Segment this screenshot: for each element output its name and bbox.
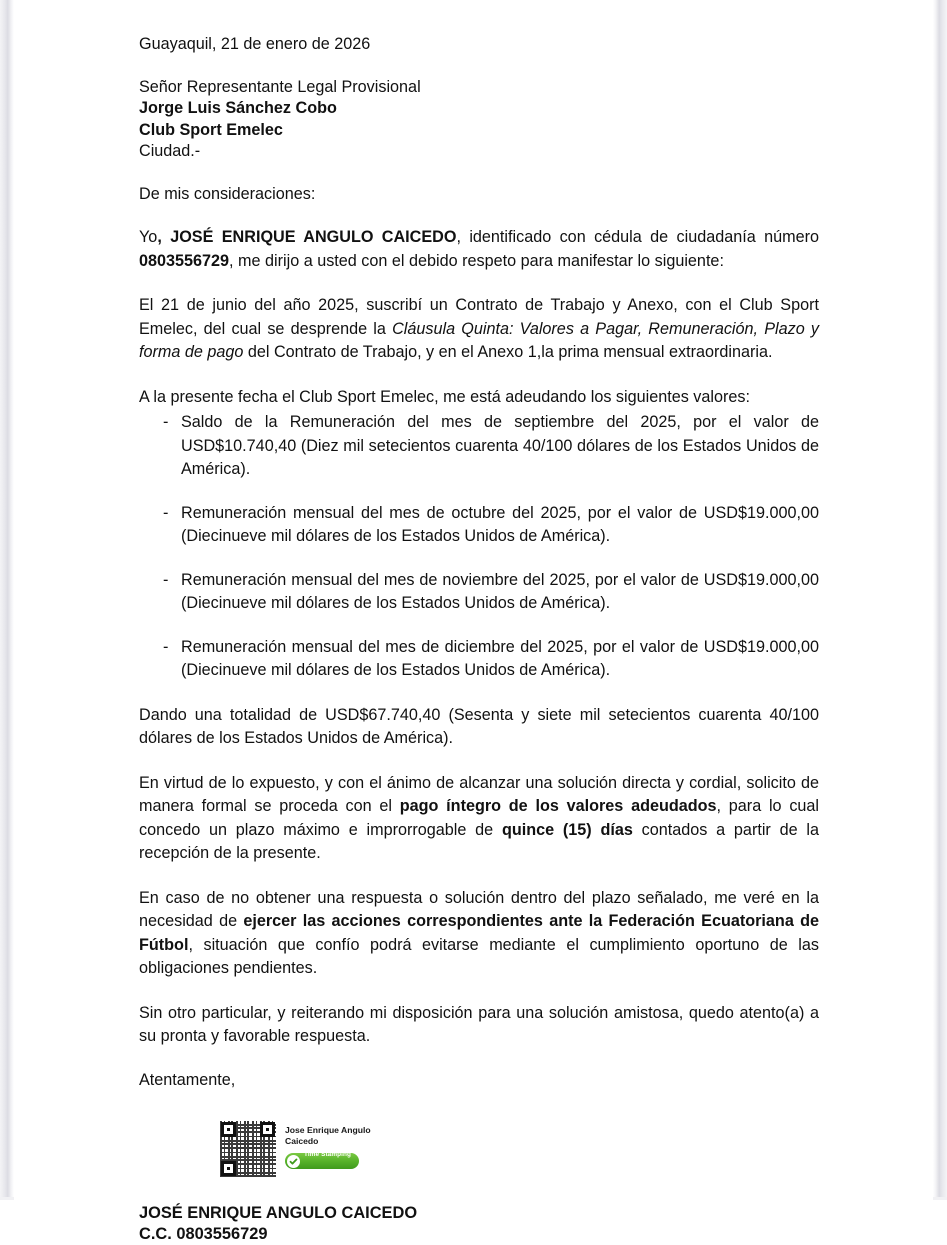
signer-id-number: C.C. 0803556729 (139, 1225, 268, 1243)
page-edge-right-shadow (933, 0, 947, 1200)
contract-clause-reference: Cláusula Quinta: Valores a Pagar, Remuneración, Plazo y forma de pago (139, 319, 819, 361)
request-emphasis-deadline: quince (15) días (501, 820, 633, 839)
debt-item-text: Remuneración mensual del mes de diciembre del 2025, por el valor de USD$19.000,00 (Diecinueve mil dólares de los Estados Unidos de América). (181, 637, 819, 679)
recipient-name: Jorge Luis Sánchez Cobo (139, 99, 337, 117)
list-item (139, 636, 819, 683)
intro-text-d: , me dirijo a usted con el debido respeto para manifestar lo siguiente: (229, 251, 724, 270)
list-item (139, 569, 819, 616)
signer-full-name: JOSÉ ENRIQUE ANGULO CAICEDO (139, 1204, 418, 1222)
salutation: De mis consideraciones: (139, 184, 316, 203)
intro-comma: , (157, 228, 171, 246)
contract-text-a: El 21 de junio del año 2025, suscribí un Contrato de Trabajo y Anexo, con el Club Sport Emelec, del cual se desprende la (139, 296, 819, 338)
debt-item-text: Remuneración mensual del mes de noviembre del 2025, por el valor de USD$19.000,00 (Diecinueve mil dólares de los Estados Unidos de América). (181, 570, 819, 612)
place-and-date: Guayaquil, 21 de enero de 2026 (139, 35, 371, 53)
declarant-name: JOSÉ ENRIQUE ANGULO CAICEDO (170, 228, 457, 246)
declarant-id-number: 0803556729 (139, 251, 230, 270)
contract-paragraph (139, 294, 819, 365)
payment-request-paragraph (139, 772, 819, 866)
debts-list (139, 411, 819, 683)
time-stamping-badge (285, 1151, 359, 1177)
spacer (139, 751, 819, 772)
warning-emphasis-legal-action: ejercer las acciones correspondientes ante la Federación Ecuatoriana de Fútbol (139, 912, 819, 954)
bullet-dash: - (163, 637, 169, 656)
legal-warning-paragraph (139, 887, 819, 981)
bullet-dash: - (163, 503, 169, 522)
request-emphasis-full-payment: pago íntegro de los valores adeudados (399, 797, 717, 815)
list-item (139, 411, 819, 482)
recipient-organization: Club Sport Emelec (139, 120, 283, 139)
request-text-b: , para lo cual concedo un plazo máximo e improrrogable de (139, 797, 820, 839)
bullet-dash: - (163, 570, 169, 589)
document-page (14, 0, 933, 1243)
spacer (139, 981, 819, 1002)
sign-off: Atentamente, (139, 1070, 236, 1089)
total-amount-paragraph: Dando una totalidad de USD$67.740,40 (Sesenta y siete mil setecientos cuarenta 40/100 dólares de los Estados Unidos de América). (139, 705, 819, 747)
spacer (139, 163, 819, 184)
qr-finder-bottom-left (221, 1161, 236, 1176)
intro-text-a: Yo (139, 228, 158, 246)
spacer (139, 1049, 819, 1070)
bullet-dash: - (163, 413, 169, 431)
page-edge-left-shadow (0, 0, 14, 1200)
warning-text-b: , situación que confío podrá evitarse mediante el cumplimiento oportuno de las obligaciones pendientes. (139, 935, 819, 977)
stamp-info (285, 1121, 393, 1177)
qr-code-icon (220, 1121, 276, 1177)
introduction-paragraph (139, 226, 819, 273)
signature-block (139, 1121, 819, 1197)
spacer (139, 866, 819, 887)
debt-item-text: Remuneración mensual del mes de octubre del 2025, por el valor de USD$19.000,00 (Diecinueve mil dólares de los Estados Unidos de América). (181, 503, 819, 545)
spacer (139, 683, 819, 704)
list-item (139, 502, 819, 549)
badge-text (304, 1143, 351, 1179)
recipient-title: Señor Representante Legal Provisional (139, 77, 421, 96)
badge-text-line2: Security Data (304, 1169, 347, 1177)
qr-finder-top-right (260, 1122, 275, 1137)
debt-item-text: Saldo de la Remuneración del mes de septiembre del 2025, por el valor de USD$10.740,40 (Diez mil setecientos cuarenta 40/100 dólares de los Estados Unidos de América). (181, 413, 819, 478)
check-circle-icon (287, 1155, 300, 1168)
recipient-city: Ciudad.- (139, 142, 201, 160)
digital-signature-stamp (220, 1121, 393, 1177)
badge-text-line1: Time Stamping (304, 1151, 351, 1159)
request-text-a: En virtud de lo expuesto, y con el ánimo de alcanzar una solución directa y cordial, solicito de manera formal se proceda con el (139, 773, 819, 815)
spacer (139, 365, 819, 386)
letter-body (139, 34, 819, 1245)
stamp-signer-name: Jose Enrique Angulo Caicedo (285, 1125, 371, 1146)
closing-paragraph: Sin otro particular, y reiterando mi disposición para una solución amistosa, quedo atento(a) a su pronta y favorable respuesta. (139, 1003, 819, 1045)
spacer (139, 205, 819, 226)
request-text-c: contados a partir de la recepción de la presente. (139, 820, 819, 862)
qr-finder-top-left (221, 1122, 236, 1137)
contract-text-b: del Contrato de Trabajo, y en el Anexo 1,la prima mensual extraordinaria. (243, 343, 773, 361)
spacer (139, 273, 819, 294)
recipient-block (139, 77, 819, 163)
intro-text-c: , identificado con cédula de ciudadanía número (456, 228, 819, 246)
warning-text-a: En caso de no obtener una respuesta o solución dentro del plazo señalado, me veré en la necesidad de (139, 888, 819, 930)
spacer (139, 56, 819, 77)
debts-intro-paragraph: A la presente fecha el Club Sport Emelec, me está adeudando los siguientes valores: (139, 387, 750, 406)
